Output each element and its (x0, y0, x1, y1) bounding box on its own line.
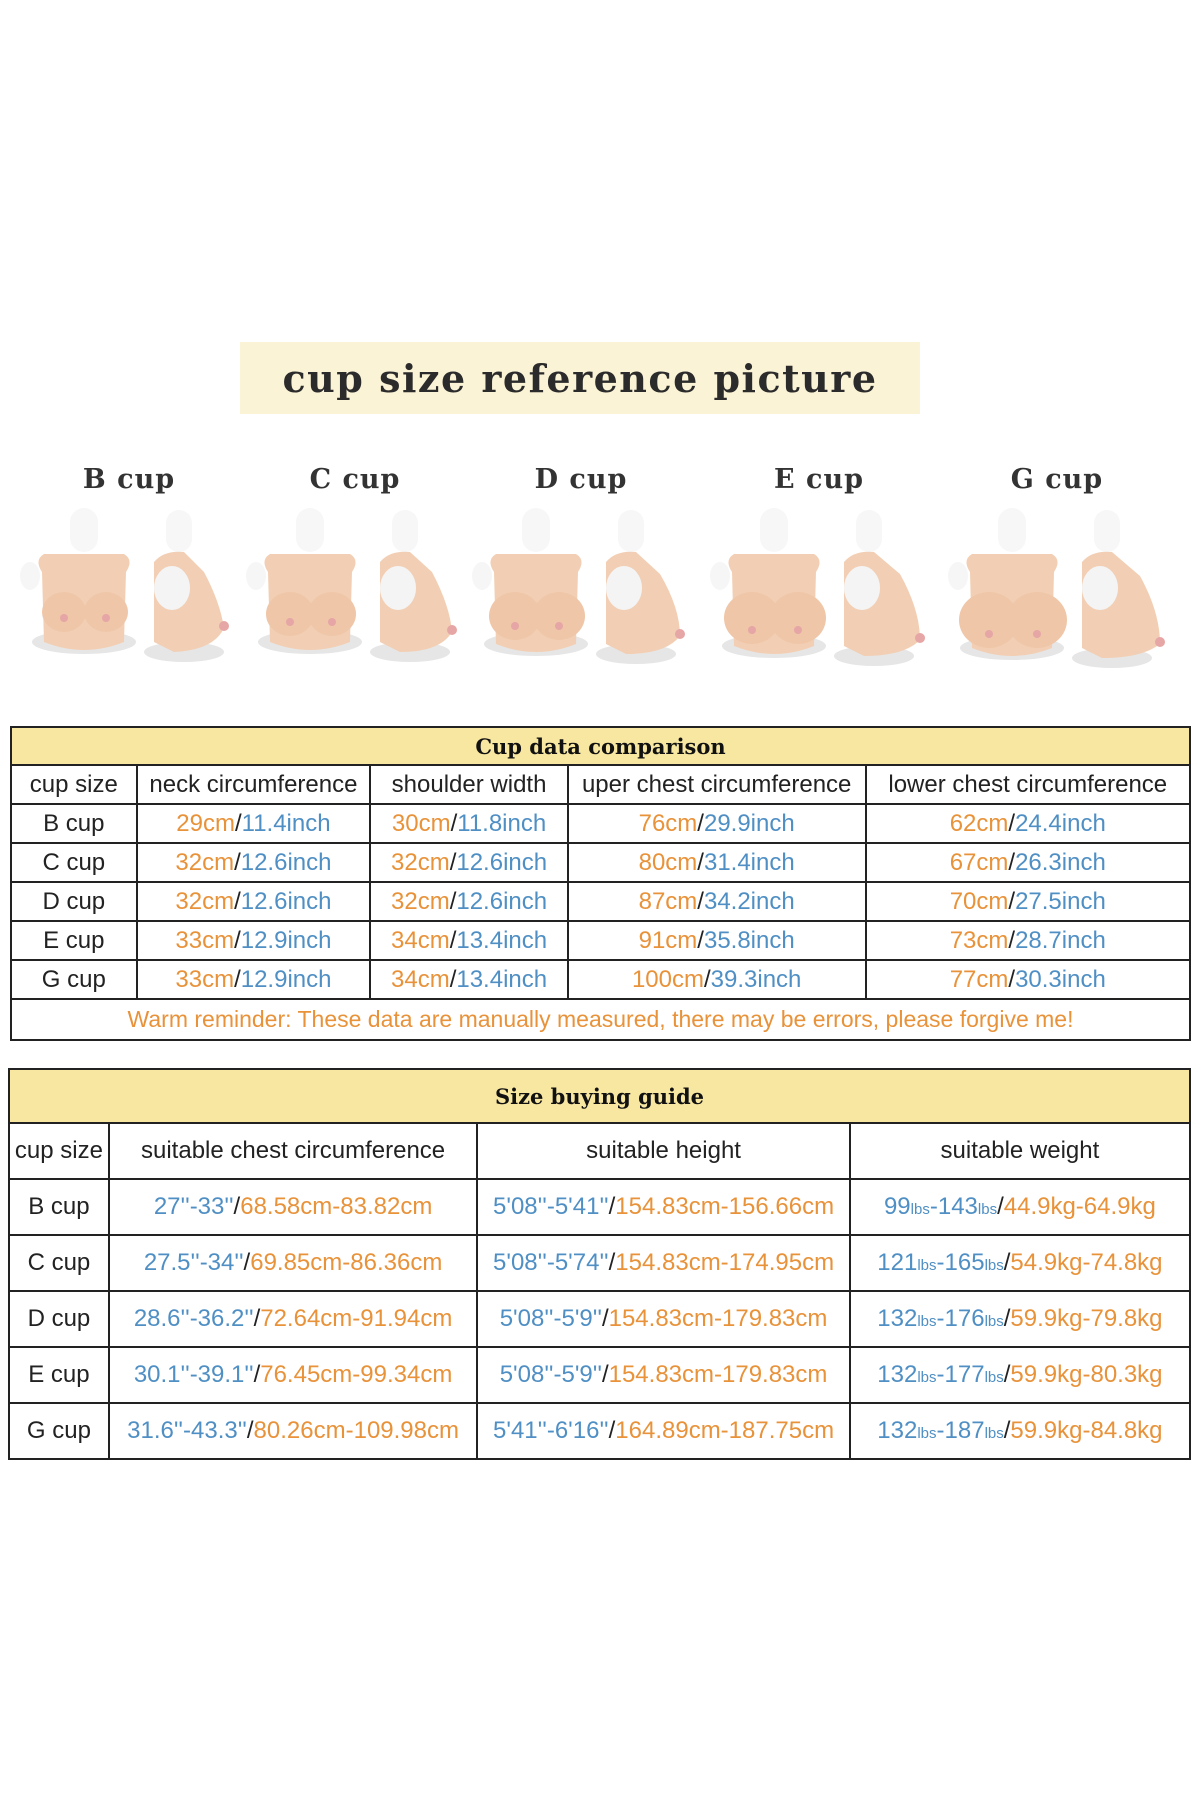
lbs-unit: lbs (984, 1257, 1004, 1274)
height-cell: 5'08''-5'9''/154.83cm-179.83cm (477, 1291, 850, 1347)
lbs-unit: lbs (917, 1425, 937, 1442)
inch-value: 12.6inch (456, 887, 548, 915)
kg-range: 54.9kg-74.8kg (1010, 1249, 1163, 1276)
lbs-unit: lbs (917, 1313, 937, 1330)
cup-picture-d (466, 458, 696, 688)
table-row (11, 960, 1190, 999)
table-row (11, 921, 1190, 960)
neck-cell: 33cm/12.9inch (137, 921, 371, 960)
inch-value: 12.9inch (240, 926, 332, 954)
weight-cell: 132lbs-176lbs/59.9kg-79.8kg (850, 1291, 1190, 1347)
height-cell: 5'08''-5'41''/154.83cm-156.66cm (477, 1179, 850, 1235)
cup-data-comparison-table (10, 726, 1191, 1041)
cm-value: 67cm (949, 848, 1009, 876)
cm-value: 32cm (391, 887, 450, 915)
lbs-max: 187 (944, 1417, 985, 1444)
shoulder-cell: 32cm/12.6inch (370, 843, 568, 882)
chest-cell: 28.6''-36.2''/72.64cm-91.94cm (109, 1291, 477, 1347)
inch-value: 12.6inch (240, 887, 332, 915)
kg-range: 59.9kg-80.3kg (1010, 1361, 1163, 1388)
cup-picture-c (240, 458, 470, 688)
table-title: Cup data comparison (11, 727, 1190, 765)
kg-range: 59.9kg-84.8kg (1010, 1417, 1163, 1444)
height-cell: 5'08''-5'9''/154.83cm-179.83cm (477, 1347, 850, 1403)
size-buying-guide-table (8, 1068, 1191, 1460)
column-header: suitable weight (850, 1123, 1190, 1179)
chest-cell: 31.6''-43.3''/80.26cm-109.98cm (109, 1403, 477, 1459)
cm-range: 154.83cm-179.83cm (608, 1305, 828, 1332)
upper-chest-cell: 100cm/39.3inch (568, 960, 866, 999)
cm-range: 80.26cm-109.98cm (253, 1417, 459, 1444)
lower-chest-cell: 77cm/30.3inch (866, 960, 1190, 999)
column-header: neck circumference (137, 765, 371, 804)
column-header: uper chest circumference (568, 765, 866, 804)
upper-chest-cell: 91cm/35.8inch (568, 921, 866, 960)
inch-value: 29.9inch (703, 809, 795, 837)
lbs-min: 99 (883, 1193, 911, 1220)
front-view (20, 508, 136, 654)
inch-range: 31.6''-43.3'' (127, 1417, 247, 1444)
table-row (9, 1403, 1190, 1459)
header-row (9, 1123, 1190, 1179)
cm-range: 69.85cm-86.36cm (250, 1249, 443, 1276)
lower-chest-cell: 67cm/26.3inch (866, 843, 1190, 882)
lbs-max: 165 (944, 1249, 985, 1276)
table-row (11, 843, 1190, 882)
cup-size-cell: D cup (11, 882, 137, 921)
cup-label: D cup (534, 464, 628, 495)
page-title: cup size reference picture (282, 355, 878, 401)
table-row (9, 1291, 1190, 1347)
cup-size-cell: C cup (11, 843, 137, 882)
weight-cell: 99lbs-143lbs/44.9kg-64.9kg (850, 1179, 1190, 1235)
lbs-unit: lbs (910, 1201, 930, 1218)
cm-value: 76cm (638, 809, 698, 837)
cm-range: 154.83cm-174.95cm (615, 1249, 835, 1276)
lbs-min: 132 (877, 1305, 918, 1332)
chest-cell: 27.5''-34''/69.85cm-86.36cm (109, 1235, 477, 1291)
cm-value: 87cm (638, 887, 698, 915)
upper-chest-cell: 76cm/29.9inch (568, 804, 866, 843)
feet-range: 5'08''-5'41'' (493, 1193, 609, 1220)
inch-range: 30.1''-39.1'' (133, 1361, 254, 1388)
chest-cell: 27''-33''/68.58cm-83.82cm (109, 1179, 477, 1235)
cm-value: 73cm (949, 926, 1009, 954)
lower-chest-cell: 62cm/24.4inch (866, 804, 1190, 843)
lbs-unit: lbs (917, 1369, 937, 1386)
shoulder-cell: 34cm/13.4inch (370, 921, 568, 960)
upper-chest-cell: 80cm/31.4inch (568, 843, 866, 882)
cm-value: 29cm (176, 809, 235, 837)
breast-form-image (466, 502, 696, 688)
shoulder-cell: 32cm/12.6inch (370, 882, 568, 921)
inch-value: 12.9inch (240, 965, 332, 993)
cm-range: 76.45cm-99.34cm (260, 1361, 453, 1388)
inch-value: 12.6inch (456, 848, 548, 876)
inch-value: 11.8inch (457, 809, 547, 837)
inch-value: 13.4inch (456, 926, 548, 954)
cm-range: 72.64cm-91.94cm (260, 1305, 453, 1332)
side-view (144, 510, 229, 662)
kg-range: 59.9kg-79.8kg (1010, 1305, 1163, 1332)
inch-value: 35.8inch (703, 926, 795, 954)
title-banner (240, 342, 920, 414)
inch-value: 34.2inch (703, 887, 795, 915)
column-header: cup size (9, 1123, 109, 1179)
breast-form-image (942, 502, 1172, 688)
neck-cell: 33cm/12.9inch (137, 960, 371, 999)
cm-range: 164.89cm-187.75cm (615, 1417, 835, 1444)
cup-label: B cup (82, 464, 176, 495)
feet-range: 5'08''-5'9'' (499, 1305, 602, 1332)
cm-range: 154.83cm-156.66cm (615, 1193, 835, 1220)
cup-label: E cup (774, 464, 864, 495)
cm-value: 33cm (175, 926, 235, 954)
cup-picture-b (14, 458, 244, 688)
cm-value: 30cm (391, 809, 451, 837)
neck-cell: 32cm/12.6inch (137, 882, 371, 921)
lower-chest-cell: 73cm/28.7inch (866, 921, 1190, 960)
cm-value: 33cm (175, 965, 235, 993)
inch-value: 11.4inch (241, 809, 331, 837)
cm-value: 32cm (175, 887, 235, 915)
height-cell: 5'08''-5'74''/154.83cm-174.95cm (477, 1235, 850, 1291)
cup-size-cell: D cup (9, 1291, 109, 1347)
cm-value: 100cm (631, 965, 704, 993)
feet-range: 5'08''-5'74'' (493, 1249, 609, 1276)
shoulder-cell: 34cm/13.4inch (370, 960, 568, 999)
cup-size-cell: G cup (9, 1403, 109, 1459)
column-header: suitable chest circumference (109, 1123, 477, 1179)
inch-value: 31.4inch (703, 848, 795, 876)
lower-chest-cell: 70cm/27.5inch (866, 882, 1190, 921)
weight-cell: 121lbs-165lbs/54.9kg-74.8kg (850, 1235, 1190, 1291)
breast-form-image (240, 502, 470, 688)
lbs-min: 132 (877, 1417, 918, 1444)
inch-range: 27''-33'' (153, 1193, 234, 1220)
cup-label: G cup (1010, 464, 1104, 495)
lbs-max: 177 (944, 1361, 985, 1388)
lbs-unit: lbs (984, 1369, 1004, 1386)
lbs-min: 132 (877, 1361, 918, 1388)
feet-range: 5'08''-5'9'' (499, 1361, 602, 1388)
cm-value: 34cm (391, 926, 450, 954)
cm-value: 32cm (175, 848, 235, 876)
inch-value: 39.3inch (710, 965, 802, 993)
lbs-unit: lbs (984, 1425, 1004, 1442)
cup-size-cell: E cup (9, 1347, 109, 1403)
cup-label: C cup (309, 464, 401, 495)
table-row (11, 882, 1190, 921)
lbs-unit: lbs (977, 1201, 998, 1218)
cm-range: 68.58cm-83.82cm (240, 1193, 433, 1220)
header-row (11, 765, 1190, 804)
cup-size-cell: G cup (11, 960, 137, 999)
lbs-max: 143 (937, 1193, 978, 1220)
cup-size-cell: C cup (9, 1235, 109, 1291)
inch-value: 28.7inch (1015, 926, 1106, 954)
cm-value: 34cm (391, 965, 450, 993)
kg-range: 44.9kg-64.9kg (1003, 1193, 1156, 1220)
breast-form-image (14, 502, 244, 688)
neck-cell: 29cm/11.4inch (137, 804, 371, 843)
lbs-unit: lbs (917, 1257, 937, 1274)
breast-form-image (704, 502, 934, 688)
inch-value: 27.5inch (1015, 887, 1106, 915)
column-header: shoulder width (370, 765, 568, 804)
cm-value: 70cm (949, 887, 1009, 915)
table-row (9, 1347, 1190, 1403)
upper-chest-cell: 87cm/34.2inch (568, 882, 866, 921)
cm-value: 80cm (638, 848, 698, 876)
weight-cell: 132lbs-187lbs/59.9kg-84.8kg (850, 1403, 1190, 1459)
warm-reminder-note: Warm reminder: These data are manually measured, there may be errors, please forgive me! (11, 999, 1190, 1040)
shoulder-cell: 30cm/11.8inch (370, 804, 568, 843)
inch-range: 28.6''-36.2'' (133, 1305, 254, 1332)
chest-cell: 30.1''-39.1''/76.45cm-99.34cm (109, 1347, 477, 1403)
column-header: lower chest circumference (866, 765, 1190, 804)
table-row (9, 1179, 1190, 1235)
cup-size-cell: E cup (11, 921, 137, 960)
inch-value: 13.4inch (456, 965, 548, 993)
cm-value: 62cm (949, 809, 1009, 837)
cup-picture-g (942, 458, 1172, 688)
table-row (9, 1235, 1190, 1291)
height-cell: 5'41''-6'16''/164.89cm-187.75cm (477, 1403, 850, 1459)
cup-reference-pictures (0, 458, 1201, 688)
column-header: suitable height (477, 1123, 850, 1179)
inch-range: 27.5''-34'' (143, 1249, 244, 1276)
table-title: Size buying guide (9, 1069, 1190, 1123)
cup-size-cell: B cup (9, 1179, 109, 1235)
cup-picture-e (704, 458, 934, 688)
inch-value: 30.3inch (1015, 965, 1106, 993)
inch-value: 26.3inch (1015, 848, 1106, 876)
lbs-unit: lbs (984, 1313, 1004, 1330)
cm-value: 77cm (949, 965, 1009, 993)
cup-size-cell: B cup (11, 804, 137, 843)
cm-range: 154.83cm-179.83cm (608, 1361, 828, 1388)
cm-value: 91cm (638, 926, 698, 954)
table-row (11, 804, 1190, 843)
weight-cell: 132lbs-177lbs/59.9kg-80.3kg (850, 1347, 1190, 1403)
lbs-min: 121 (877, 1249, 918, 1276)
inch-value: 12.6inch (240, 848, 332, 876)
lbs-max: 176 (944, 1305, 985, 1332)
inch-value: 24.4inch (1015, 809, 1106, 837)
feet-range: 5'41''-6'16'' (493, 1417, 609, 1444)
cm-value: 32cm (391, 848, 450, 876)
column-header: cup size (11, 765, 137, 804)
neck-cell: 32cm/12.6inch (137, 843, 371, 882)
